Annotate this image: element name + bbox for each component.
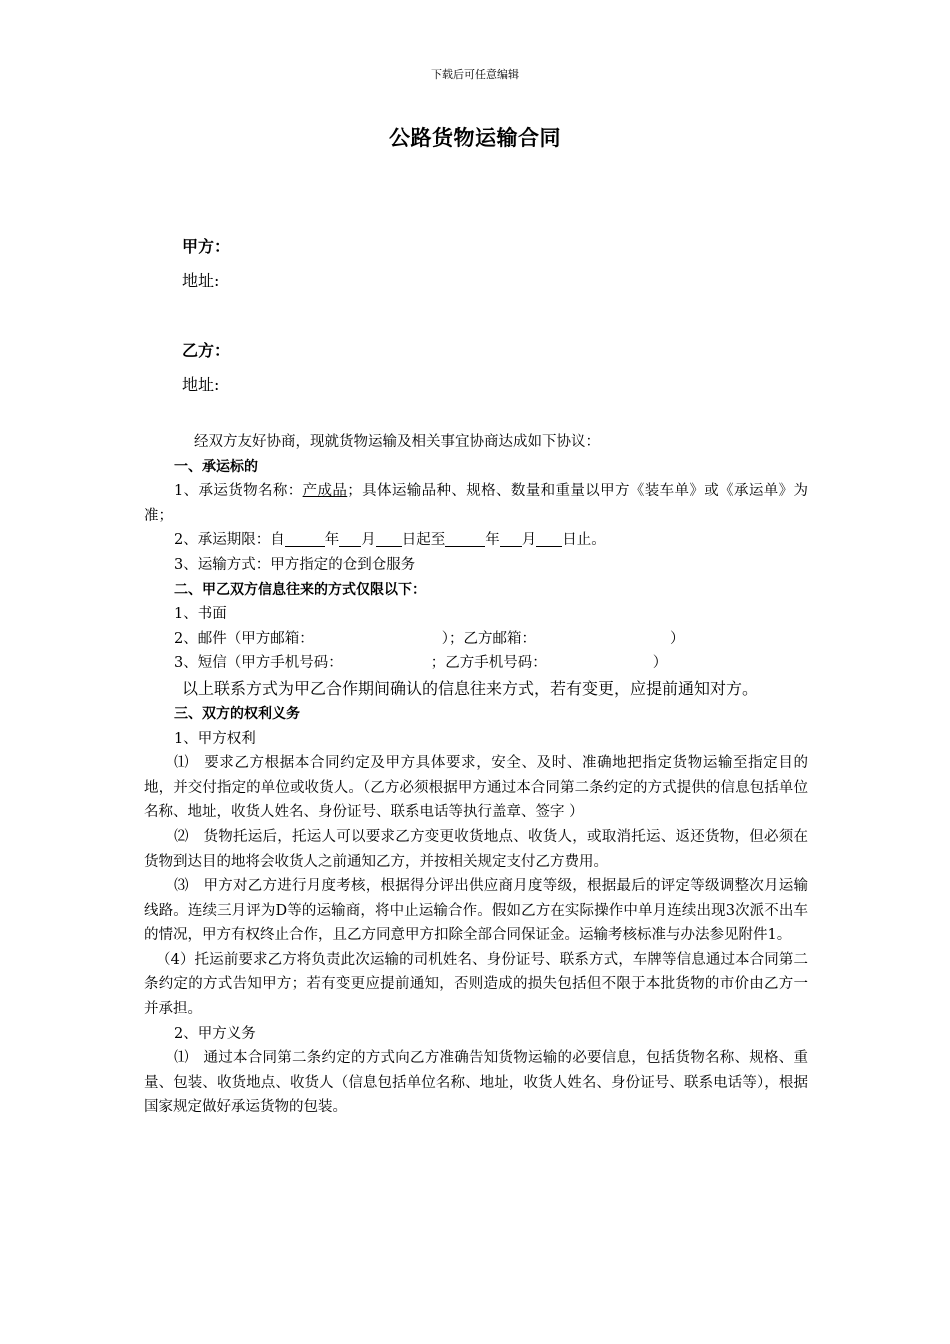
section-1-item-1: 1、承运货物名称：产成品；具体运输品种、规格、数量和重量以甲方《装车单》或《承运单》为准； (144, 483, 809, 524)
party-a-right-1: ⑴ 要求乙方根据本合同约定及甲方具体要求，安全、及时、准确地把指定货物运输至指定目的地，并交付指定的单位或收货人。（乙方必须根据甲方通过本合同第二条约定的方式提供的信息包括单位名称、地址，收货人姓名、身份证号、联系电话等执行盖章、签字 ） (144, 755, 808, 821)
header-note: 下载后可任意编辑 (431, 68, 519, 81)
section-2-note: 以上联系方式为甲乙合作期间确认的信息往来方式，若有变更，应提前通知对方。 (182, 678, 759, 698)
party-a-label: 甲方： (182, 237, 231, 256)
contract-body (144, 430, 808, 1120)
party-a-right-2: ⑵ 货物托运后，托运人可以要求乙方变更收货地点、收货人，或取消托运、返还货物，但必须在货物到达目的地将会收货人之前通知乙方，并按相关规定支付乙方费用。 (144, 828, 808, 870)
party-a-obligation-1: ⑴ 通过本合同第二条约定的方式向乙方准确告知货物运输的必要信息，包括货物名称、规格、重量、包装、收货地点、收货人（信息包括单位名称、地址，收货人姓名、身份证号、联系电话等），根据国家规定做好承运货物的包装。 (144, 1050, 808, 1116)
section-1-item-2: 2、承运期限：自 年 月 日起至 年 月 日止。 (174, 532, 606, 549)
intro-paragraph: 经双方友好协商，现就货物运输及相关事宜协商达成如下协议： (194, 434, 600, 450)
section-3-sub-2: 2、甲方义务 (174, 1025, 256, 1042)
goods-name: 产成品 (302, 483, 348, 500)
section-1-heading: 一、承运标的 (174, 458, 258, 475)
section-2-item-1: 1、书面 (174, 606, 227, 623)
blank-year-end (445, 530, 485, 547)
section-2-item-2: 2、邮件（甲方邮箱： ）；乙方邮箱： ） (174, 630, 685, 647)
blank-day-end (536, 530, 562, 547)
party-a-right-4: （4）托运前要求乙方将负责此次运输的司机姓名、身份证号、联系方式，车牌等信息通过本合同第二条约定的方式告知甲方；若有变更应提前通知，否则造成的损失包括但不限于本批货物的市价由乙方一并承担。 (144, 951, 808, 1018)
section-3-sub-1: 1、甲方权利 (174, 730, 256, 747)
party-b-address-label: 地址: (182, 375, 220, 394)
section-2-heading: 二、甲乙双方信息往来的方式仅限以下： (174, 581, 426, 598)
blank-year-start (285, 530, 325, 547)
party-a-address-label: 地址: (182, 271, 220, 290)
section-1-item-3: 3、运输方式：甲方指定的仓到仓服务 (174, 556, 416, 573)
blank-month-start (339, 530, 361, 547)
section-3-heading: 三、双方的权利义务 (174, 705, 300, 722)
blank-month-end (500, 530, 522, 547)
contract-title: 公路货物运输合同 (389, 126, 561, 150)
blank-day-start (376, 530, 402, 547)
party-b-label: 乙方： (182, 341, 231, 360)
party-a-right-3: ⑶ 甲方对乙方进行月度考核，根据得分评出供应商月度等级，根据最后的评定等级调整次月运输线路。连续三月评为D等的运输商，将中止运输合作。假如乙方在实际操作中单月连续出现3次派不出车的情况，甲方有权终止合作，且乙方同意甲方扣除全部合同保证金。运输考核标准与办法参见附件1。 (144, 878, 808, 944)
section-2-item-3: 3、短信（甲方手机号码： ；乙方手机号码： ） (174, 655, 668, 672)
